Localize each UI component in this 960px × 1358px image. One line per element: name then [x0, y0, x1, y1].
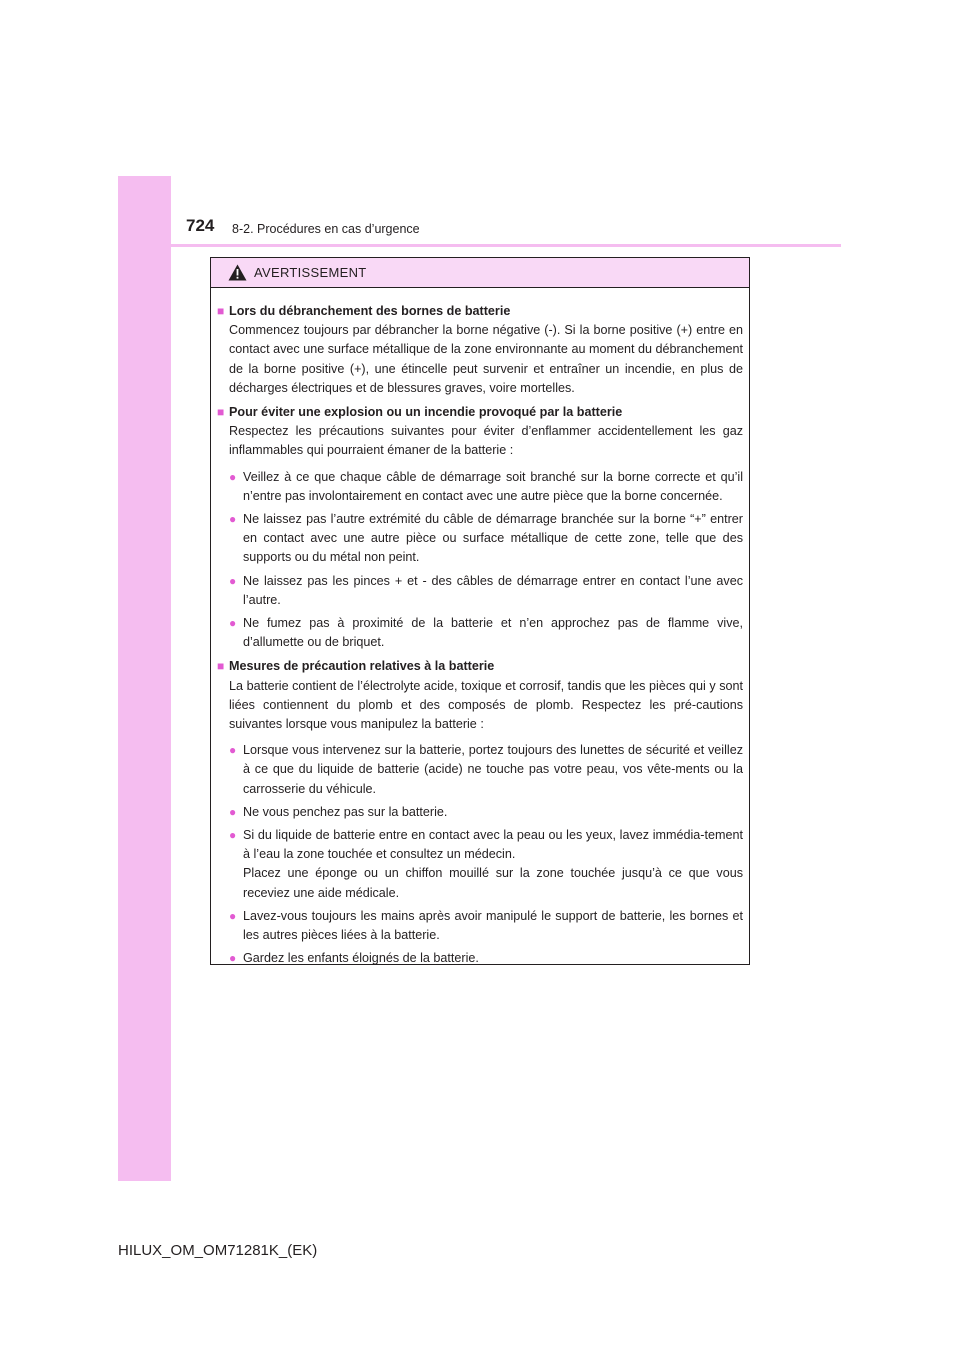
topic-paragraph: Respectez les précautions suivantes pour éviter d’enflammer accidentellement les gaz inflammables qui pourraient émaner de la batterie : — [229, 424, 743, 458]
bullet-item — [229, 949, 743, 968]
bullet-text: Veillez à ce que chaque câble de démarrage soit branché sur la borne correcte et qu’il n’entre pas involontairement en contact avec une autre pièce que la borne concernée. — [243, 469, 743, 503]
bullet-item — [229, 907, 743, 945]
topic-heading — [217, 657, 743, 676]
topic-heading-text: Pour éviter une explosion ou un incendie provoqué par la batterie — [229, 405, 623, 420]
circle-bullet-icon: ● — [229, 512, 237, 527]
square-bullet-icon: ■ — [217, 405, 225, 420]
topic-heading-text: Lors du débranchement des bornes de batterie — [229, 304, 511, 318]
bullet-item — [229, 572, 743, 610]
topic-heading — [217, 302, 743, 321]
circle-bullet-icon: ● — [229, 616, 237, 631]
warning-topic — [217, 302, 743, 398]
side-tab-strip — [118, 176, 171, 1181]
bullet-text: Lavez-vous toujours les mains après avoir manipulé le support de batterie, les bornes et les autres pièces liées à la batterie. — [243, 908, 743, 943]
warning-body — [211, 288, 749, 969]
warning-triangle-icon — [228, 264, 247, 281]
bullet-text: Si du liquide de batterie entre en contact avec la peau ou les yeux, lavez immédia-tement à l’eau la zone touchée et consultez un médecin. Placez une éponge ou un chiffon mouillé sur la zone touchée jusqu’à ce que vous receviez une aide médicale. — [243, 828, 743, 900]
warning-topic — [217, 403, 743, 652]
topic-paragraph: Commencez toujours par débrancher la borne négative (-). Si la borne positive (+) entre en contact avec une surface métallique de la zone environnante au moment du débranchement de la borne positive (+), une étincelle peut survenir et entraîner un incendie, en plus de décharges électriques et de blessures graves, voire mortelles. — [229, 323, 743, 395]
circle-bullet-icon: ● — [229, 828, 237, 843]
topic-heading — [217, 403, 743, 422]
footer-doc-id: HILUX_OM_OM71281K_(EK) — [118, 1242, 318, 1259]
bullet-text: Ne fumez pas à proximité de la batterie et n’en approchez pas de flamme vive, d’allumette ou de briquet. — [243, 616, 743, 650]
warning-topic — [217, 657, 743, 968]
bullet-item — [229, 510, 743, 568]
circle-bullet-icon: ● — [229, 908, 237, 923]
bullet-item — [229, 803, 743, 822]
bullet-text: Lorsque vous intervenez sur la batterie, portez toujours des lunettes de sécurité et veillez à ce que du liquide de batterie (acide) ne touche pas votre peau, vos vête-ments ou la carrosserie du véhicule. — [243, 743, 743, 796]
warning-header — [211, 258, 749, 288]
warning-title: AVERTISSEMENT — [254, 265, 367, 280]
bullet-item — [229, 614, 743, 652]
bullet-text: Ne laissez pas les pinces + et - des câbles de démarrage entrer en contact l’une avec l’autre. — [243, 573, 743, 607]
bullet-item — [229, 468, 743, 506]
circle-bullet-icon: ● — [229, 743, 237, 758]
bullet-item — [229, 741, 743, 799]
bullet-item — [229, 826, 743, 903]
bullet-text: Ne vous penchez pas sur la batterie. — [243, 804, 448, 819]
circle-bullet-icon: ● — [229, 804, 237, 819]
square-bullet-icon: ■ — [217, 304, 225, 318]
topic-paragraph: La batterie contient de l’électrolyte acide, toxique et corrosif, tandis que les pièces qui y sont liées contiennent du plomb et des composés de plomb. Respectez les pré-cautions suivantes lorsque vous manipulez la batterie : — [229, 678, 743, 732]
bullet-text: Gardez les enfants éloignés de la batterie. — [243, 951, 479, 966]
topic-heading-text: Mesures de précaution relatives à la batterie — [229, 659, 495, 674]
square-bullet-icon: ■ — [217, 659, 225, 674]
warning-box — [210, 257, 750, 965]
section-title: 8-2. Procédures en cas d’urgence — [232, 222, 420, 236]
circle-bullet-icon: ● — [229, 951, 237, 966]
circle-bullet-icon: ● — [229, 573, 237, 588]
bullet-text: Ne laissez pas l’autre extrémité du câble de démarrage branchée sur la borne “+” entrer en contact avec une autre pièce ou surface métallique de cette zone, telle que des supports ou du métal non peint. — [243, 512, 743, 565]
circle-bullet-icon: ● — [229, 469, 237, 484]
bullet-list — [217, 468, 743, 653]
bullet-list — [217, 741, 743, 968]
header-divider — [171, 244, 841, 247]
page-number: 724 — [186, 216, 215, 235]
